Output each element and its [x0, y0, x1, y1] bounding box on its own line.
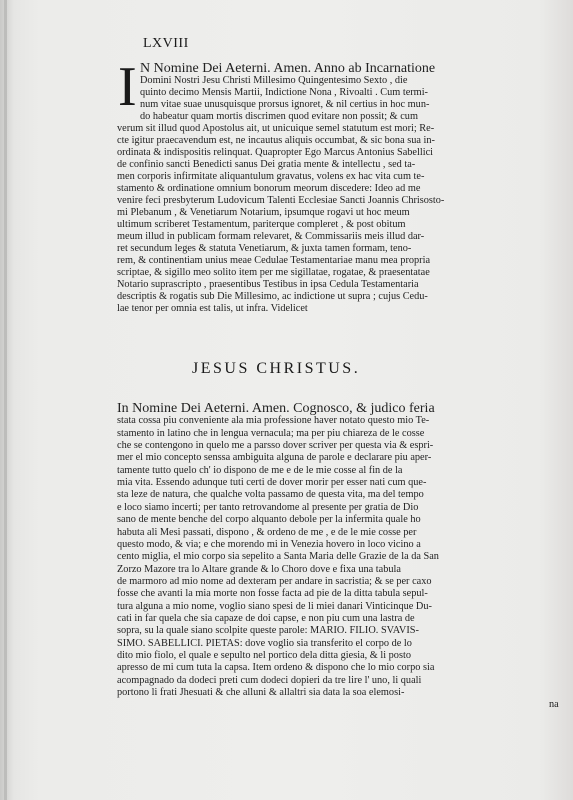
text-line: verum sit illud quod Apostolus ait, ut unicuique semel statutum est mori; Re- — [117, 123, 435, 134]
text-line: ordinata & indispositis relinquat. Quapropter Ego Marcus Antonius Sabellici — [117, 147, 434, 158]
text-line: lae tenor per omnia est talis, ut infra. Videlicet — [117, 303, 308, 314]
text-line: e loco siamo incerti; per tanto retrovandome al presente per gratia de Dio — [117, 501, 419, 513]
text-line: tamente tutto quelo ch' io dispono de me e de le mie cosse al fin de la — [117, 464, 403, 476]
text-line: sopra, su la quale siano scolpite queste parole: MARIO. FILIO. SVAVIS- — [117, 625, 419, 637]
text-line: men corporis infirmitate aliquantulum gravatus, volens ex hac vita cum te- — [117, 171, 425, 182]
text-line: mer el mio concepto senssa ambiguita alguna de parole e declarare piu aper- — [117, 452, 432, 464]
text-line: meum illud in publicam formam relevaret, & Commissariis meis illud dar- — [117, 231, 425, 242]
text-line: sta leze de natura, che qualche volta passamo de questa vita, ma del tempo — [117, 489, 424, 501]
text-line: de confinio sancti Benedicti sanus Dei gratia mente & intellectu , sed ta- — [117, 159, 416, 170]
text-line: venire feci presbyterum Ludovicum Talenti Ecclesiae Sancti Joannis Chrisosto- — [117, 195, 445, 206]
text-line: Zorzo Mazore tra lo Altare grande & lo Choro dove e fixa una tabula — [117, 563, 401, 575]
text-line: dito mio fiolo, el quale e sepulto nel portico dela ditta giesia, & li posto — [117, 650, 411, 661]
text-line: cte igitur praecavendum est, ne incautus aliquis occumbat, & sic bona sua in- — [117, 135, 435, 146]
text-line: acompagnado da dodeci preti cum dodeci dopieri da tre lire l' uno, li quali — [117, 674, 422, 686]
text-line: rem, & continentiam unius meae Cedulae Testamentariae manu mea propria — [117, 255, 431, 266]
text-line: fosse che avanti la mia morte non fosse facta ad pie de la ditta tabula sepul- — [117, 588, 428, 600]
text-line: N Nomine Dei Aeterni. Amen. Anno ab Incarnatione — [140, 61, 436, 76]
page-number: LXVIII — [143, 36, 189, 51]
text-line: sano de mente benche del corpo alquanto debole per la infermita quale ho — [117, 514, 421, 526]
text-line: tura alguna a mio nome, voglio siano spesi de li miei danari Vinticinque Du- — [117, 600, 432, 612]
text-line: Notario suprascripto , praesentibus Testibus in ipsa Cedula Testamentaria — [117, 279, 419, 290]
text-line: portono li frati Jhesuati & che alluni & allaltri sia data la soa elemosi- — [117, 687, 405, 699]
text-line: de marmoro ad mio nome ad dexteram per andare in sacristia; & se per caxo — [117, 575, 432, 587]
text-line: apresso de mi cum tuta la capsa. Item ordeno & dispono che lo mio corpo sia — [117, 662, 435, 674]
text-line: descriptis & rogatis sub Die Millesimo, ac indictione ut supra ; cujus Cedu- — [117, 291, 428, 302]
text-line: che se contengono in quelo me a parsso dover scriver per questa via & espri- — [117, 440, 434, 452]
text-line: Domini Nostri Jesu Christi Millesimo Quingentesimo Sexto , die — [140, 75, 408, 86]
text-line: stamento in latino che in lengua vernacula; ma per piu chiareza de le cosse — [117, 427, 425, 439]
text-line: stamento & ordinatione omnium bonorum meorum discedere: Ideo ad me — [117, 183, 421, 194]
text-line: ultimum scriberet Testamentum, pariterque compleret , & post obitum — [117, 219, 406, 230]
text-line: num vitae suae unusquisque prorsus ignoret, & nil certius in hoc mun- — [140, 99, 430, 110]
text-line: questo modo, & via; e che morendo mi in Venezia hovero in loco vicino a — [117, 538, 421, 550]
text-line: In Nomine Dei Aeterni. Amen. Cognosco, & judico feria — [117, 401, 435, 416]
text-line: do habeatur quam mortis discrimen quod evitare non possit; & cum — [140, 111, 418, 122]
text-line: cento miglia, el mio corpo sia sepelito a Santa Maria delle Grazie de la da San — [117, 551, 439, 563]
text-line: na — [549, 699, 559, 711]
text-line: habuta ali Mesi passati, dispono , & ordeno de me , e de le mie cosse per — [117, 526, 417, 538]
text-line: cati in far quela che sia capaze de doi capse, e non piu cum una lastra de — [117, 612, 415, 624]
drop-cap-initial: I — [118, 56, 137, 118]
text-line: scriptae, & sigillo meo solito item per me sigillatae, rogatae, & praesentatae — [117, 267, 430, 278]
text-line: mi Plebanum , & Venetiarum Notarium, ipsumque rogavi ut hoc meum — [117, 207, 410, 218]
text-line: mia vita. Essendo adunque tuti certi de dover morir per esser nati cum que- — [117, 477, 427, 489]
section-heading: JESUS CHRISTUS. — [192, 360, 361, 377]
text-line: ret secundum leges & statuta Venetiarum, & juxta tamen formam, teno- — [117, 243, 412, 254]
text-line: quinto decimo Mensis Martii, Indictione Nona , Rivoalti . Cum termi- — [140, 87, 428, 98]
text-line: stata cossa piu conveniente ala mia professione haver notato questo mio Te- — [117, 415, 430, 427]
text-line: SIMO. SABELLICI. PIETAS: dove voglio sia transferito el corpo de lo — [117, 637, 412, 649]
